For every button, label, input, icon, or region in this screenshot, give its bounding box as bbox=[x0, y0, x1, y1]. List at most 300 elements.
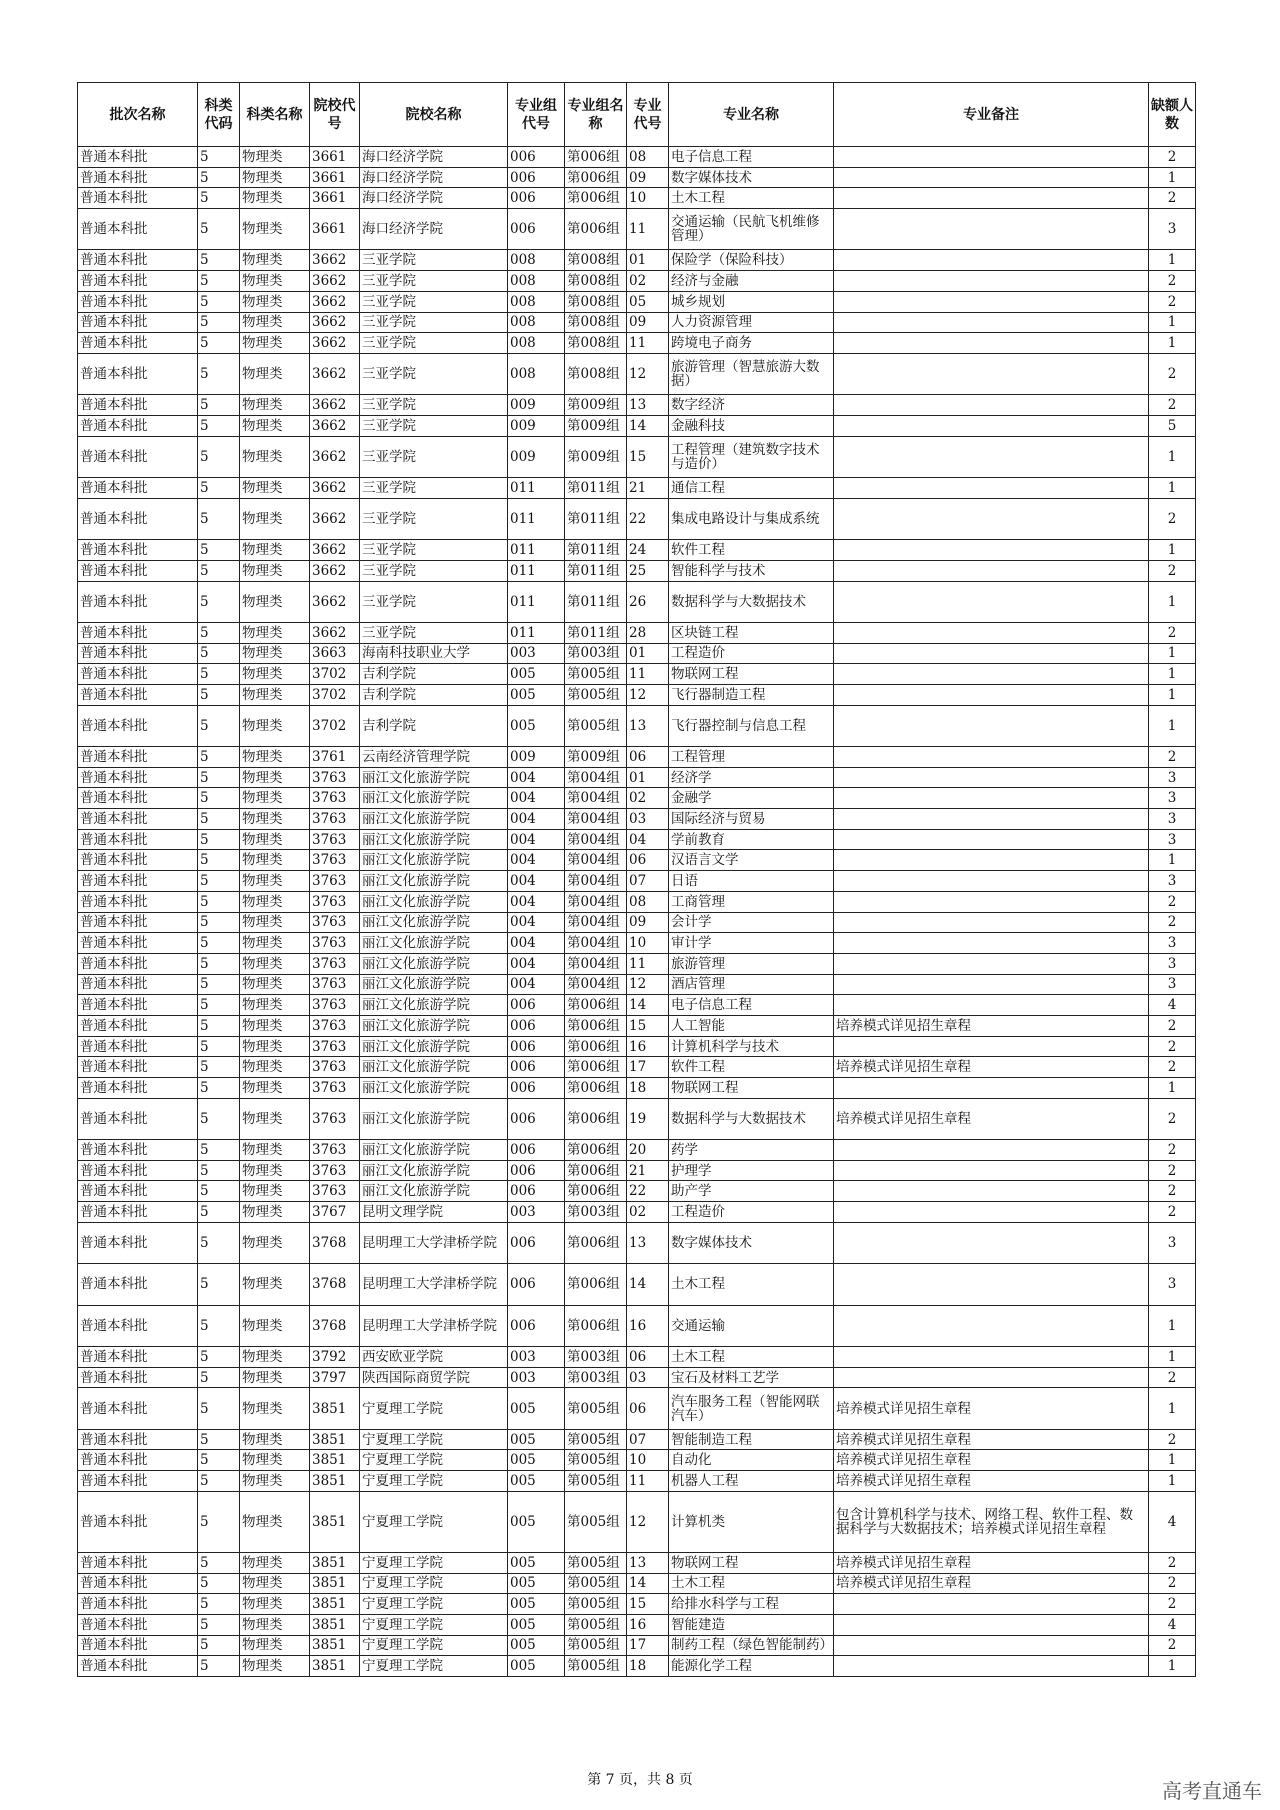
table-row bbox=[78, 147, 1196, 168]
header-major-name: 专业名称 bbox=[669, 83, 834, 147]
vacancy-table bbox=[77, 82, 1196, 1677]
cell-major-name: 工程管理（建筑数字技术与造价） bbox=[669, 436, 834, 477]
table-row bbox=[78, 829, 1196, 850]
cell-school-code: 3763 bbox=[310, 829, 360, 850]
cell-major-name: 城乡规划 bbox=[669, 291, 834, 312]
cell-group-name: 第006组 bbox=[565, 1078, 627, 1099]
cell-school-code: 3763 bbox=[310, 974, 360, 995]
cell-group-name: 第005组 bbox=[565, 1656, 627, 1677]
cell-school-name: 宁夏理工学院 bbox=[360, 1388, 508, 1429]
table-header-row bbox=[78, 83, 1196, 147]
cell-school-code: 3661 bbox=[310, 167, 360, 188]
cell-school-code: 3763 bbox=[310, 788, 360, 809]
cell-subject-code: 5 bbox=[198, 1552, 240, 1573]
cell-major-note bbox=[834, 1140, 1149, 1161]
cell-school-name: 丽江文化旅游学院 bbox=[360, 1140, 508, 1161]
cell-school-name: 丽江文化旅游学院 bbox=[360, 809, 508, 830]
cell-vacancy-count: 2 bbox=[1149, 1015, 1196, 1036]
cell-subject-code: 5 bbox=[198, 395, 240, 416]
table-row bbox=[78, 1450, 1196, 1471]
cell-subject-code: 5 bbox=[198, 871, 240, 892]
cell-major-code: 14 bbox=[627, 1573, 669, 1594]
cell-group-name: 第011组 bbox=[565, 560, 627, 581]
cell-batch-name: 普通本科批 bbox=[78, 1098, 198, 1139]
cell-group-code: 008 bbox=[508, 333, 565, 354]
cell-batch-name: 普通本科批 bbox=[78, 1635, 198, 1656]
cell-major-code: 18 bbox=[627, 1656, 669, 1677]
cell-group-code: 006 bbox=[508, 1015, 565, 1036]
cell-vacancy-count: 2 bbox=[1149, 1429, 1196, 1450]
cell-major-code: 12 bbox=[627, 974, 669, 995]
cell-major-name: 工程造价 bbox=[669, 643, 834, 664]
cell-subject-code: 5 bbox=[198, 705, 240, 746]
header-major-note: 专业备注 bbox=[834, 83, 1149, 147]
cell-major-note bbox=[834, 167, 1149, 188]
cell-major-code: 15 bbox=[627, 1015, 669, 1036]
cell-batch-name: 普通本科批 bbox=[78, 271, 198, 292]
cell-group-code: 005 bbox=[508, 664, 565, 685]
cell-major-code: 16 bbox=[627, 1614, 669, 1635]
table-row bbox=[78, 560, 1196, 581]
cell-major-name: 药学 bbox=[669, 1140, 834, 1161]
cell-subject-name: 物理类 bbox=[240, 1656, 310, 1677]
header-group-code: 专业组代号 bbox=[508, 83, 565, 147]
cell-subject-name: 物理类 bbox=[240, 436, 310, 477]
cell-major-name: 审计学 bbox=[669, 933, 834, 954]
cell-subject-name: 物理类 bbox=[240, 953, 310, 974]
cell-group-name: 第006组 bbox=[565, 209, 627, 250]
cell-subject-name: 物理类 bbox=[240, 1573, 310, 1594]
cell-major-note bbox=[834, 1635, 1149, 1656]
cell-school-code: 3763 bbox=[310, 1078, 360, 1099]
cell-batch-name: 普通本科批 bbox=[78, 1388, 198, 1429]
cell-batch-name: 普通本科批 bbox=[78, 560, 198, 581]
cell-group-name: 第009组 bbox=[565, 747, 627, 768]
cell-major-note bbox=[834, 643, 1149, 664]
cell-vacancy-count: 1 bbox=[1149, 1656, 1196, 1677]
table-row bbox=[78, 809, 1196, 830]
cell-major-note bbox=[834, 1078, 1149, 1099]
cell-batch-name: 普通本科批 bbox=[78, 664, 198, 685]
cell-major-code: 14 bbox=[627, 995, 669, 1016]
cell-school-code: 3797 bbox=[310, 1367, 360, 1388]
cell-subject-code: 5 bbox=[198, 684, 240, 705]
cell-vacancy-count: 3 bbox=[1149, 209, 1196, 250]
cell-major-note bbox=[834, 540, 1149, 561]
cell-subject-code: 5 bbox=[198, 1635, 240, 1656]
cell-group-name: 第008组 bbox=[565, 291, 627, 312]
cell-vacancy-count: 1 bbox=[1149, 705, 1196, 746]
table-row bbox=[78, 188, 1196, 209]
table-row bbox=[78, 912, 1196, 933]
cell-major-name: 通信工程 bbox=[669, 478, 834, 499]
cell-major-code: 13 bbox=[627, 1552, 669, 1573]
cell-school-name: 丽江文化旅游学院 bbox=[360, 995, 508, 1016]
cell-group-name: 第005组 bbox=[565, 1429, 627, 1450]
cell-batch-name: 普通本科批 bbox=[78, 581, 198, 622]
cell-vacancy-count: 2 bbox=[1149, 747, 1196, 768]
cell-vacancy-count: 5 bbox=[1149, 415, 1196, 436]
cell-major-note bbox=[834, 1036, 1149, 1057]
cell-group-name: 第004组 bbox=[565, 788, 627, 809]
cell-group-name: 第004组 bbox=[565, 933, 627, 954]
cell-school-name: 三亚学院 bbox=[360, 395, 508, 416]
cell-group-code: 009 bbox=[508, 415, 565, 436]
cell-school-code: 3851 bbox=[310, 1635, 360, 1656]
cell-batch-name: 普通本科批 bbox=[78, 788, 198, 809]
cell-group-code: 011 bbox=[508, 622, 565, 643]
cell-vacancy-count: 1 bbox=[1149, 850, 1196, 871]
table-row bbox=[78, 1552, 1196, 1573]
cell-major-note: 培养模式详见招生章程 bbox=[834, 1015, 1149, 1036]
cell-group-code: 005 bbox=[508, 705, 565, 746]
cell-major-note bbox=[834, 581, 1149, 622]
cell-subject-name: 物理类 bbox=[240, 705, 310, 746]
admission-vacancy-table-sheet bbox=[77, 82, 1195, 1677]
cell-subject-code: 5 bbox=[198, 1450, 240, 1471]
cell-major-note bbox=[834, 147, 1149, 168]
cell-school-name: 三亚学院 bbox=[360, 291, 508, 312]
cell-school-name: 宁夏理工学院 bbox=[360, 1429, 508, 1450]
cell-subject-name: 物理类 bbox=[240, 1015, 310, 1036]
cell-subject-code: 5 bbox=[198, 1098, 240, 1139]
cell-group-code: 006 bbox=[508, 1036, 565, 1057]
cell-group-code: 005 bbox=[508, 1552, 565, 1573]
cell-group-name: 第006组 bbox=[565, 147, 627, 168]
cell-batch-name: 普通本科批 bbox=[78, 147, 198, 168]
cell-vacancy-count: 1 bbox=[1149, 540, 1196, 561]
table-row bbox=[78, 478, 1196, 499]
cell-major-name: 会计学 bbox=[669, 912, 834, 933]
cell-major-note bbox=[834, 933, 1149, 954]
cell-group-code: 003 bbox=[508, 643, 565, 664]
table-row bbox=[78, 622, 1196, 643]
cell-school-code: 3763 bbox=[310, 995, 360, 1016]
cell-school-name: 宁夏理工学院 bbox=[360, 1656, 508, 1677]
cell-subject-name: 物理类 bbox=[240, 478, 310, 499]
cell-major-code: 14 bbox=[627, 415, 669, 436]
table-row bbox=[78, 850, 1196, 871]
cell-subject-code: 5 bbox=[198, 167, 240, 188]
cell-vacancy-count: 3 bbox=[1149, 767, 1196, 788]
cell-major-code: 03 bbox=[627, 809, 669, 830]
cell-batch-name: 普通本科批 bbox=[78, 478, 198, 499]
cell-subject-name: 物理类 bbox=[240, 643, 310, 664]
cell-major-name: 飞行器控制与信息工程 bbox=[669, 705, 834, 746]
cell-batch-name: 普通本科批 bbox=[78, 871, 198, 892]
cell-major-note bbox=[834, 809, 1149, 830]
cell-group-code: 008 bbox=[508, 250, 565, 271]
cell-school-code: 3768 bbox=[310, 1305, 360, 1346]
cell-group-code: 006 bbox=[508, 1222, 565, 1263]
cell-school-name: 三亚学院 bbox=[360, 581, 508, 622]
cell-subject-name: 物理类 bbox=[240, 1202, 310, 1223]
cell-group-name: 第003组 bbox=[565, 1202, 627, 1223]
cell-major-note bbox=[834, 747, 1149, 768]
cell-vacancy-count: 1 bbox=[1149, 333, 1196, 354]
cell-major-code: 06 bbox=[627, 850, 669, 871]
cell-major-note bbox=[834, 664, 1149, 685]
cell-school-name: 宁夏理工学院 bbox=[360, 1594, 508, 1615]
cell-batch-name: 普通本科批 bbox=[78, 1057, 198, 1078]
cell-school-code: 3662 bbox=[310, 291, 360, 312]
cell-major-name: 跨境电子商务 bbox=[669, 333, 834, 354]
cell-subject-code: 5 bbox=[198, 540, 240, 561]
cell-major-note bbox=[834, 1305, 1149, 1346]
cell-subject-code: 5 bbox=[198, 478, 240, 499]
cell-vacancy-count: 2 bbox=[1149, 271, 1196, 292]
cell-batch-name: 普通本科批 bbox=[78, 1573, 198, 1594]
cell-major-name: 工程管理 bbox=[669, 747, 834, 768]
cell-batch-name: 普通本科批 bbox=[78, 1160, 198, 1181]
cell-group-code: 011 bbox=[508, 581, 565, 622]
cell-major-name: 电子信息工程 bbox=[669, 995, 834, 1016]
cell-batch-name: 普通本科批 bbox=[78, 912, 198, 933]
cell-major-name: 数据科学与大数据技术 bbox=[669, 1098, 834, 1139]
cell-school-name: 丽江文化旅游学院 bbox=[360, 953, 508, 974]
header-subject-code: 科类代码 bbox=[198, 83, 240, 147]
cell-major-name: 数据科学与大数据技术 bbox=[669, 581, 834, 622]
cell-batch-name: 普通本科批 bbox=[78, 1347, 198, 1368]
cell-group-code: 004 bbox=[508, 974, 565, 995]
cell-major-code: 11 bbox=[627, 1471, 669, 1492]
cell-subject-code: 5 bbox=[198, 1222, 240, 1263]
cell-group-name: 第006组 bbox=[565, 1181, 627, 1202]
cell-batch-name: 普通本科批 bbox=[78, 684, 198, 705]
cell-school-name: 宁夏理工学院 bbox=[360, 1614, 508, 1635]
table-row bbox=[78, 1222, 1196, 1263]
cell-subject-name: 物理类 bbox=[240, 995, 310, 1016]
cell-major-name: 经济与金融 bbox=[669, 271, 834, 292]
cell-subject-name: 物理类 bbox=[240, 871, 310, 892]
cell-subject-name: 物理类 bbox=[240, 912, 310, 933]
table-row bbox=[78, 1635, 1196, 1656]
table-row bbox=[78, 1305, 1196, 1346]
cell-group-code: 008 bbox=[508, 312, 565, 333]
cell-major-note bbox=[834, 829, 1149, 850]
cell-group-name: 第004组 bbox=[565, 912, 627, 933]
cell-major-name: 智能制造工程 bbox=[669, 1429, 834, 1450]
cell-major-name: 酒店管理 bbox=[669, 974, 834, 995]
cell-major-name: 土木工程 bbox=[669, 1573, 834, 1594]
table-row bbox=[78, 1573, 1196, 1594]
cell-major-code: 07 bbox=[627, 871, 669, 892]
table-row bbox=[78, 291, 1196, 312]
cell-group-code: 006 bbox=[508, 167, 565, 188]
table-row bbox=[78, 271, 1196, 292]
cell-major-note bbox=[834, 353, 1149, 394]
cell-school-name: 昆明理工大学津桥学院 bbox=[360, 1305, 508, 1346]
cell-subject-code: 5 bbox=[198, 995, 240, 1016]
cell-batch-name: 普通本科批 bbox=[78, 436, 198, 477]
cell-subject-code: 5 bbox=[198, 333, 240, 354]
header-major-code: 专业代号 bbox=[627, 83, 669, 147]
cell-subject-code: 5 bbox=[198, 1573, 240, 1594]
cell-major-code: 09 bbox=[627, 167, 669, 188]
cell-group-code: 009 bbox=[508, 747, 565, 768]
cell-school-name: 丽江文化旅游学院 bbox=[360, 788, 508, 809]
cell-major-name: 人力资源管理 bbox=[669, 312, 834, 333]
cell-major-name: 物联网工程 bbox=[669, 1078, 834, 1099]
cell-batch-name: 普通本科批 bbox=[78, 891, 198, 912]
cell-major-note bbox=[834, 478, 1149, 499]
cell-major-note bbox=[834, 684, 1149, 705]
cell-vacancy-count: 2 bbox=[1149, 1057, 1196, 1078]
cell-vacancy-count: 2 bbox=[1149, 1036, 1196, 1057]
cell-school-name: 海口经济学院 bbox=[360, 188, 508, 209]
cell-group-name: 第008组 bbox=[565, 312, 627, 333]
cell-vacancy-count: 1 bbox=[1149, 167, 1196, 188]
table-row bbox=[78, 995, 1196, 1016]
cell-vacancy-count: 1 bbox=[1149, 478, 1196, 499]
cell-school-name: 三亚学院 bbox=[360, 353, 508, 394]
cell-group-name: 第006组 bbox=[565, 167, 627, 188]
cell-vacancy-count: 1 bbox=[1149, 1347, 1196, 1368]
cell-major-note bbox=[834, 871, 1149, 892]
cell-group-name: 第004组 bbox=[565, 767, 627, 788]
cell-batch-name: 普通本科批 bbox=[78, 1202, 198, 1223]
cell-school-code: 3851 bbox=[310, 1491, 360, 1552]
cell-major-code: 02 bbox=[627, 271, 669, 292]
cell-major-note bbox=[834, 1347, 1149, 1368]
cell-major-name: 智能科学与技术 bbox=[669, 560, 834, 581]
cell-batch-name: 普通本科批 bbox=[78, 953, 198, 974]
cell-group-code: 009 bbox=[508, 436, 565, 477]
cell-subject-name: 物理类 bbox=[240, 1036, 310, 1057]
cell-group-name: 第005组 bbox=[565, 1471, 627, 1492]
cell-school-code: 3851 bbox=[310, 1429, 360, 1450]
cell-batch-name: 普通本科批 bbox=[78, 747, 198, 768]
cell-subject-name: 物理类 bbox=[240, 1614, 310, 1635]
cell-school-name: 三亚学院 bbox=[360, 271, 508, 292]
cell-subject-name: 物理类 bbox=[240, 498, 310, 539]
table-row bbox=[78, 953, 1196, 974]
cell-subject-name: 物理类 bbox=[240, 1471, 310, 1492]
cell-group-code: 006 bbox=[508, 1098, 565, 1139]
cell-batch-name: 普通本科批 bbox=[78, 250, 198, 271]
cell-subject-name: 物理类 bbox=[240, 1491, 310, 1552]
cell-school-code: 3662 bbox=[310, 560, 360, 581]
cell-group-code: 005 bbox=[508, 684, 565, 705]
table-row bbox=[78, 1264, 1196, 1305]
cell-major-code: 01 bbox=[627, 250, 669, 271]
cell-school-name: 三亚学院 bbox=[360, 622, 508, 643]
header-batch-name: 批次名称 bbox=[78, 83, 198, 147]
cell-school-name: 昆明文理学院 bbox=[360, 1202, 508, 1223]
cell-school-code: 3662 bbox=[310, 498, 360, 539]
cell-group-code: 005 bbox=[508, 1614, 565, 1635]
cell-batch-name: 普通本科批 bbox=[78, 1140, 198, 1161]
table-row bbox=[78, 664, 1196, 685]
cell-major-note bbox=[834, 291, 1149, 312]
cell-school-code: 3662 bbox=[310, 395, 360, 416]
cell-vacancy-count: 1 bbox=[1149, 250, 1196, 271]
cell-vacancy-count: 1 bbox=[1149, 643, 1196, 664]
cell-major-name: 金融学 bbox=[669, 788, 834, 809]
cell-subject-code: 5 bbox=[198, 664, 240, 685]
cell-major-name: 交通运输 bbox=[669, 1305, 834, 1346]
cell-group-code: 006 bbox=[508, 1305, 565, 1346]
cell-major-note bbox=[834, 560, 1149, 581]
cell-school-name: 三亚学院 bbox=[360, 498, 508, 539]
cell-group-code: 006 bbox=[508, 1078, 565, 1099]
cell-group-code: 008 bbox=[508, 291, 565, 312]
cell-school-code: 3763 bbox=[310, 891, 360, 912]
cell-subject-name: 物理类 bbox=[240, 1264, 310, 1305]
cell-school-name: 海口经济学院 bbox=[360, 147, 508, 168]
cell-batch-name: 普通本科批 bbox=[78, 167, 198, 188]
cell-group-code: 011 bbox=[508, 560, 565, 581]
cell-school-code: 3763 bbox=[310, 912, 360, 933]
cell-major-code: 22 bbox=[627, 1181, 669, 1202]
cell-group-name: 第009组 bbox=[565, 415, 627, 436]
cell-school-code: 3763 bbox=[310, 1181, 360, 1202]
cell-school-name: 丽江文化旅游学院 bbox=[360, 933, 508, 954]
table-row bbox=[78, 747, 1196, 768]
cell-major-code: 02 bbox=[627, 1202, 669, 1223]
cell-group-code: 004 bbox=[508, 912, 565, 933]
cell-subject-name: 物理类 bbox=[240, 1098, 310, 1139]
cell-vacancy-count: 1 bbox=[1149, 1388, 1196, 1429]
cell-group-name: 第004组 bbox=[565, 850, 627, 871]
cell-major-note bbox=[834, 333, 1149, 354]
table-row bbox=[78, 167, 1196, 188]
cell-subject-code: 5 bbox=[198, 850, 240, 871]
cell-group-name: 第005组 bbox=[565, 1614, 627, 1635]
cell-major-note bbox=[834, 415, 1149, 436]
cell-major-name: 数字媒体技术 bbox=[669, 167, 834, 188]
cell-school-code: 3763 bbox=[310, 1036, 360, 1057]
cell-group-name: 第004组 bbox=[565, 809, 627, 830]
cell-major-code: 06 bbox=[627, 747, 669, 768]
cell-school-code: 3763 bbox=[310, 933, 360, 954]
cell-school-code: 3662 bbox=[310, 540, 360, 561]
cell-school-name: 宁夏理工学院 bbox=[360, 1573, 508, 1594]
cell-school-code: 3763 bbox=[310, 953, 360, 974]
cell-group-code: 004 bbox=[508, 809, 565, 830]
cell-batch-name: 普通本科批 bbox=[78, 1015, 198, 1036]
cell-major-code: 26 bbox=[627, 581, 669, 622]
header-group-name: 专业组名称 bbox=[565, 83, 627, 147]
cell-subject-name: 物理类 bbox=[240, 1450, 310, 1471]
cell-group-name: 第006组 bbox=[565, 1264, 627, 1305]
cell-school-code: 3763 bbox=[310, 850, 360, 871]
cell-major-note: 培养模式详见招生章程 bbox=[834, 1552, 1149, 1573]
table-row bbox=[78, 1491, 1196, 1552]
cell-major-code: 17 bbox=[627, 1635, 669, 1656]
cell-batch-name: 普通本科批 bbox=[78, 995, 198, 1016]
cell-group-code: 006 bbox=[508, 1140, 565, 1161]
cell-subject-code: 5 bbox=[198, 291, 240, 312]
cell-vacancy-count: 4 bbox=[1149, 1614, 1196, 1635]
cell-subject-code: 5 bbox=[198, 1036, 240, 1057]
table-row bbox=[78, 767, 1196, 788]
cell-major-note bbox=[834, 312, 1149, 333]
cell-major-code: 20 bbox=[627, 1140, 669, 1161]
cell-school-name: 丽江文化旅游学院 bbox=[360, 974, 508, 995]
cell-school-name: 海南科技职业大学 bbox=[360, 643, 508, 664]
cell-major-code: 16 bbox=[627, 1036, 669, 1057]
cell-group-code: 006 bbox=[508, 147, 565, 168]
cell-batch-name: 普通本科批 bbox=[78, 850, 198, 871]
cell-subject-name: 物理类 bbox=[240, 1078, 310, 1099]
cell-subject-name: 物理类 bbox=[240, 974, 310, 995]
table-row bbox=[78, 788, 1196, 809]
table-row bbox=[78, 581, 1196, 622]
cell-subject-code: 5 bbox=[198, 415, 240, 436]
cell-group-code: 006 bbox=[508, 188, 565, 209]
cell-major-name: 电子信息工程 bbox=[669, 147, 834, 168]
